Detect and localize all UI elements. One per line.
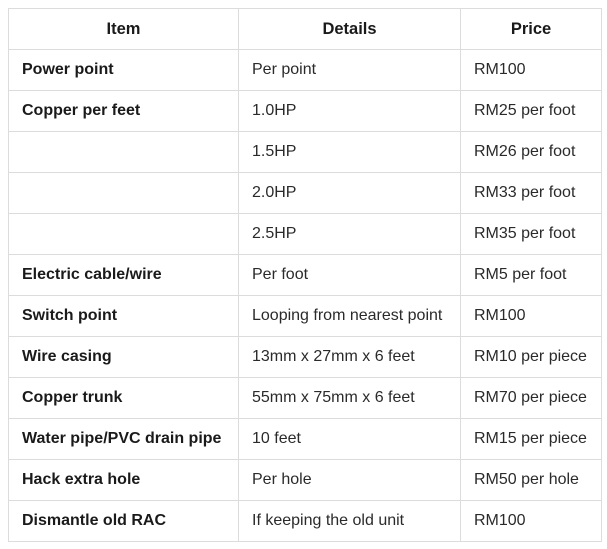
- cell-price: RM70 per piece: [461, 378, 602, 419]
- cell-item: Dismantle old RAC: [9, 501, 239, 542]
- header-row: [9, 9, 602, 50]
- table-row: [9, 419, 602, 460]
- cell-price: RM15 per piece: [461, 419, 602, 460]
- cell-details: If keeping the old unit: [239, 501, 461, 542]
- cell-item: [9, 132, 239, 173]
- cell-price: RM10 per piece: [461, 337, 602, 378]
- cell-item: Copper trunk: [9, 378, 239, 419]
- cell-price: RM5 per foot: [461, 255, 602, 296]
- cell-details: Per hole: [239, 460, 461, 501]
- table-row: [9, 50, 602, 91]
- cell-item: Electric cable/wire: [9, 255, 239, 296]
- cell-details: 1.0HP: [239, 91, 461, 132]
- table-row: [9, 337, 602, 378]
- cell-item: Water pipe/PVC drain pipe: [9, 419, 239, 460]
- cell-price: RM100: [461, 296, 602, 337]
- cell-details: 55mm x 75mm x 6 feet: [239, 378, 461, 419]
- table-row: [9, 214, 602, 255]
- table-row: [9, 378, 602, 419]
- cell-details: 2.0HP: [239, 173, 461, 214]
- cell-price: RM26 per foot: [461, 132, 602, 173]
- cell-details: 13mm x 27mm x 6 feet: [239, 337, 461, 378]
- table-header: [9, 9, 602, 50]
- header-details: Details: [239, 9, 461, 50]
- table-row: [9, 296, 602, 337]
- cell-details: 2.5HP: [239, 214, 461, 255]
- cell-price: RM33 per foot: [461, 173, 602, 214]
- table-row: [9, 501, 602, 542]
- cell-item: [9, 173, 239, 214]
- cell-item: Power point: [9, 50, 239, 91]
- cell-details: 1.5HP: [239, 132, 461, 173]
- price-table-container: [8, 8, 602, 542]
- cell-item: Hack extra hole: [9, 460, 239, 501]
- table-row: [9, 91, 602, 132]
- cell-price: RM100: [461, 501, 602, 542]
- cell-details: 10 feet: [239, 419, 461, 460]
- table-row: [9, 255, 602, 296]
- header-price: Price: [461, 9, 602, 50]
- cell-details: Per point: [239, 50, 461, 91]
- cell-price: RM25 per foot: [461, 91, 602, 132]
- cell-price: RM50 per hole: [461, 460, 602, 501]
- cell-item: [9, 214, 239, 255]
- cell-item: Switch point: [9, 296, 239, 337]
- cell-details: Per foot: [239, 255, 461, 296]
- table-body: [9, 50, 602, 542]
- table-row: [9, 460, 602, 501]
- cell-price: RM100: [461, 50, 602, 91]
- table-row: [9, 132, 602, 173]
- table-row: [9, 173, 602, 214]
- header-item: Item: [9, 9, 239, 50]
- price-table: [8, 8, 602, 542]
- cell-item: Wire casing: [9, 337, 239, 378]
- cell-item: Copper per feet: [9, 91, 239, 132]
- cell-price: RM35 per foot: [461, 214, 602, 255]
- cell-details: Looping from nearest point: [239, 296, 461, 337]
